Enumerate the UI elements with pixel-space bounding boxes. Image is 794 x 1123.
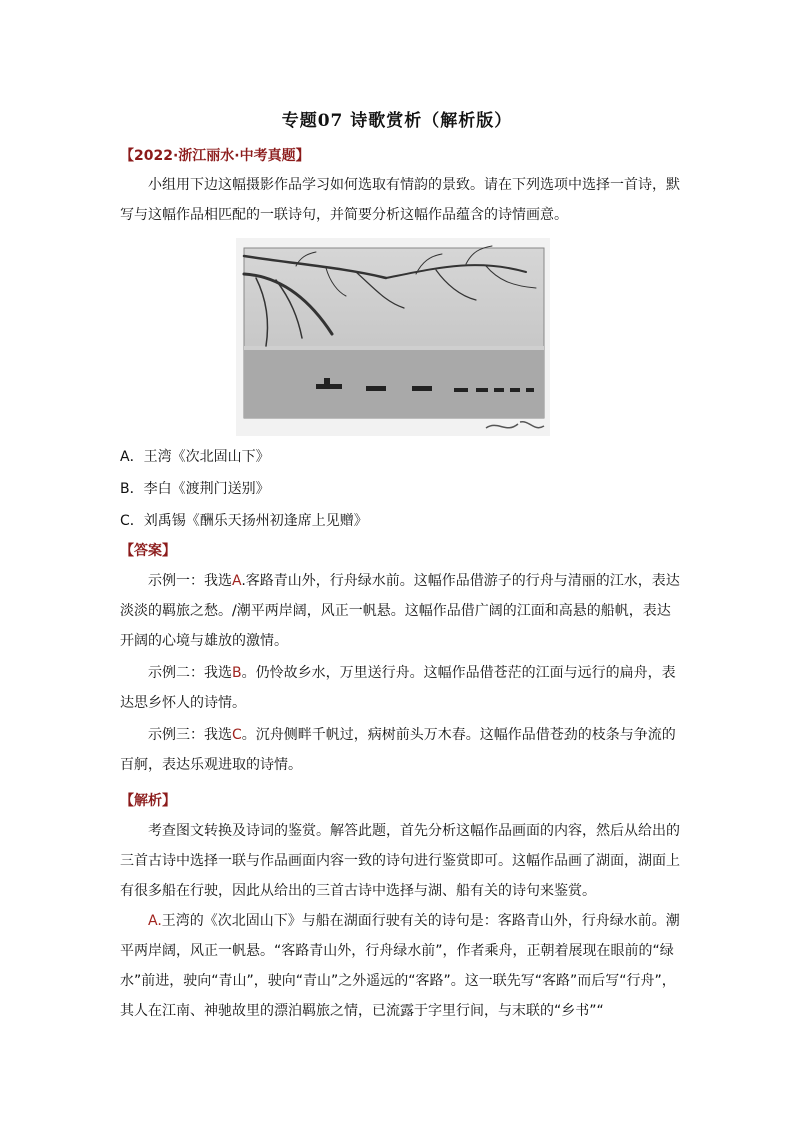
answer-example-2-text: 。仍怜故乡水，万里送行舟。这幅作品借苍茫的江面与远行的扁舟，表达思乡怀人的诗情。	[120, 665, 676, 711]
analysis-paragraph-1: 考查图文转换及诗词的鉴赏。解答此题，首先分析这幅作品画面的内容，然后从给出的三首古诗中选择一联与作品画面内容一致的诗句进行鉴赏即可。这幅作品画了湖面，湖面上有很多船在行驶，因此从给出的三首古诗中选择与湖、船有关的诗句来鉴赏。	[120, 823, 680, 899]
answer-example-1-text: .客路青山外，行舟绿水前。这幅作品借游子的行舟与清丽的江水，表达淡淡的羁旅之愁。/潮平两岸阔，风正一帆悬。这幅作品借广阔的江面和高悬的船帆，表达开阔的心境与雄放的激情。	[120, 573, 680, 649]
answer-example-3-letter: C	[232, 727, 242, 743]
answer-example-1	[120, 566, 680, 656]
analysis-paragraph-2	[120, 906, 680, 1026]
answer-example-2-letter: B	[232, 665, 242, 681]
answer-example-1-prefix: 示例一：我选	[148, 573, 232, 589]
answer-heading: 【答案】	[120, 543, 176, 559]
option-b: B．李白《渡荆门送别》	[120, 481, 270, 497]
answer-example-3-prefix: 示例三：我选	[148, 727, 232, 743]
page-title: 专题07 诗歌赏析（解析版）	[281, 111, 513, 131]
answer-example-1-letter: A	[232, 573, 242, 589]
answer-example-2-prefix: 示例二：我选	[148, 665, 232, 681]
answer-example-2	[120, 658, 680, 718]
analysis-heading: 【解析】	[120, 793, 176, 809]
analysis-paragraph-2-prefix: A.	[148, 913, 162, 929]
question-text: 小组用下边这幅摄影作品学习如何选取有情韵的景致。请在下列选项中选择一首诗，默写与这幅作品相匹配的一联诗句，并简要分析这幅作品蕴含的诗情画意。	[120, 177, 680, 223]
question-source: 【2022·浙江丽水·中考真题】	[120, 148, 310, 164]
option-a: A．王湾《次北固山下》	[120, 449, 270, 465]
answer-example-3-text: 。沉舟侧畔千帆过，病树前头万木春。这幅作品借苍劲的枝条与争流的百舸，表达乐观进取的诗情。	[120, 727, 676, 773]
answer-example-3	[120, 720, 680, 780]
photograph-lake-boats	[236, 238, 550, 436]
option-c: C．刘禹锡《酬乐天扬州初逢席上见赠》	[120, 513, 368, 529]
analysis-paragraph-2-text: 王湾的《次北固山下》与船在湖面行驶有关的诗句是：客路青山外，行舟绿水前。潮平两岸阔，风正一帆悬。“客路青山外，行舟绿水前”，作者乘舟，正朝着展现在眼前的“绿水”前进，驶向“青山”，驶向“青山”之外遥远的“客路”。这一联先写“客路”而后写“行舟”，其人在江南、神驰故里的漂泊羁旅之情，已流露于字里行间，与末联的“乡书”“	[120, 913, 680, 1019]
